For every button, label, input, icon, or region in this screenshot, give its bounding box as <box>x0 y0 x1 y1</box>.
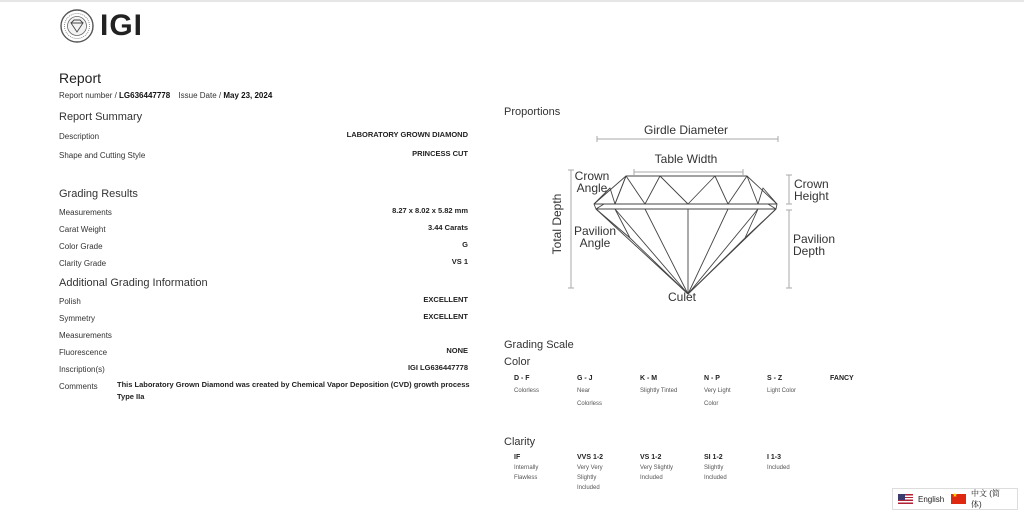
row-value: EXCELLENT <box>423 295 468 304</box>
clarity-grade-i <box>767 454 790 473</box>
clarity-grade-vs <box>640 454 673 483</box>
grade-code: VS 1-2 <box>640 454 662 461</box>
grade-desc: Near <box>577 388 591 394</box>
row-label: Shape and Cutting Style <box>59 151 146 160</box>
row-label: Comments <box>59 382 98 391</box>
comments-value: This Laboratory Grown Diamond was created by Chemical Vapor Deposition (CVD) growth process Type IIa <box>117 380 470 401</box>
report-title: Report <box>59 70 102 86</box>
crown-height-label-1: Crown <box>794 177 829 191</box>
row-label: Polish <box>59 297 81 306</box>
grade-desc: Light Color <box>767 388 797 394</box>
grade-desc: Very Light <box>704 388 731 394</box>
grade-code: VVS 1-2 <box>577 454 604 461</box>
culet-label: Culet <box>667 290 697 304</box>
row-label: Carat Weight <box>59 225 106 234</box>
report-number: LG636447778 <box>119 91 171 100</box>
color-grade-sz <box>767 375 796 398</box>
grade-desc: Slightly <box>577 475 597 481</box>
crown-height-label-2: Height <box>794 189 829 203</box>
grade-code: K - M <box>640 375 658 382</box>
proportions-title: Proportions <box>504 106 561 118</box>
grade-desc: Included <box>767 465 790 471</box>
grade-code: I 1-3 <box>767 454 782 461</box>
grade-desc: Included <box>704 475 727 481</box>
grade-code: SI 1-2 <box>704 454 723 461</box>
row-value: 3.44 Carats <box>427 223 468 232</box>
color-grade-df <box>514 375 539 398</box>
girdle-diameter-label: Girdle Diameter <box>643 123 729 137</box>
grade-code: G - J <box>577 375 593 382</box>
grade-desc: Very Slightly <box>640 465 674 471</box>
row-value: NONE <box>446 346 468 355</box>
row-value: PRINCESS CUT <box>412 149 468 158</box>
row-value: LABORATORY GROWN DIAMOND <box>346 130 468 139</box>
color-grade-km <box>640 375 677 398</box>
grade-desc: Very Very <box>577 465 603 471</box>
grade-code: D - F <box>514 375 530 382</box>
pavilion-angle-label-2: Angle <box>579 236 611 250</box>
grade-desc: Colorless <box>514 388 540 394</box>
grade-desc: Color <box>704 401 719 407</box>
color-grade-fancy <box>830 375 854 382</box>
top-divider <box>0 0 1024 2</box>
row-value: 8.27 x 8.02 x 5.82 mm <box>392 206 468 215</box>
row-label: Clarity Grade <box>59 259 107 268</box>
summary-title: Report Summary <box>59 111 143 123</box>
color-scale-title: Color <box>504 356 531 368</box>
igi-seal-icon <box>60 9 94 43</box>
report-number-label: Report number / <box>59 91 120 100</box>
clarity-grade-si <box>704 454 727 483</box>
report-meta <box>59 91 272 100</box>
proportions-diagram <box>540 118 840 308</box>
brand-name: IGI <box>100 9 144 42</box>
row-label: Symmetry <box>59 314 95 323</box>
table-width-label: Table Width <box>654 152 718 166</box>
issue-date-label: Issue Date / <box>178 91 224 100</box>
language-chinese-label: 中文 (简体) <box>971 489 1000 509</box>
language-english[interactable] <box>898 494 944 504</box>
language-english-label: English <box>918 494 945 504</box>
row-label: Fluorescence <box>59 348 108 357</box>
row-label: Color Grade <box>59 242 103 251</box>
grade-desc: Included <box>640 475 663 481</box>
china-flag-icon <box>951 494 966 504</box>
grading-title: Grading Results <box>59 188 138 200</box>
us-flag-icon <box>898 494 913 504</box>
clarity-grade-vvs <box>577 454 603 493</box>
grade-desc: Slightly Tinted <box>640 388 678 394</box>
grade-code: IF <box>514 454 521 461</box>
clarity-grade-if <box>514 454 538 483</box>
crown-angle-label-1: Crown <box>574 169 610 183</box>
grade-desc: Included <box>577 485 600 491</box>
grade-desc: Internally <box>514 465 539 471</box>
total-depth-label: Total Depth <box>550 193 564 255</box>
pavilion-depth-label-2: Depth <box>793 244 826 258</box>
additional-title: Additional Grading Information <box>59 277 208 289</box>
grading-scale-title: Grading Scale <box>504 339 574 351</box>
grade-code: FANCY <box>830 375 854 382</box>
crown-angle-label-2: Angle <box>576 181 608 195</box>
clarity-scale-title: Clarity <box>504 436 536 448</box>
row-label: Inscription(s) <box>59 365 105 374</box>
issue-date: May 23, 2024 <box>223 91 273 100</box>
row-label: Measurements <box>59 331 112 340</box>
pavilion-angle-label-1: Pavilion <box>573 224 617 238</box>
grade-desc: Colorless <box>577 401 603 407</box>
color-grade-np <box>704 375 731 411</box>
igi-logo[interactable] <box>60 9 143 43</box>
color-grade-gj <box>577 375 602 411</box>
row-value: G <box>462 240 468 249</box>
grade-code: N - P <box>704 375 720 382</box>
grade-desc: Flawless <box>514 475 538 481</box>
row-label: Description <box>59 132 100 141</box>
row-value: VS 1 <box>451 257 468 266</box>
language-chinese[interactable] <box>951 488 1010 510</box>
grade-code: S - Z <box>767 375 783 382</box>
pavilion-depth-label-1: Pavilion <box>793 232 836 246</box>
row-value: IGI LG636447778 <box>407 363 468 372</box>
row-value: EXCELLENT <box>423 312 468 321</box>
row-label: Measurements <box>59 208 112 217</box>
grade-desc: Slightly <box>704 465 724 471</box>
language-switcher <box>892 488 1018 510</box>
